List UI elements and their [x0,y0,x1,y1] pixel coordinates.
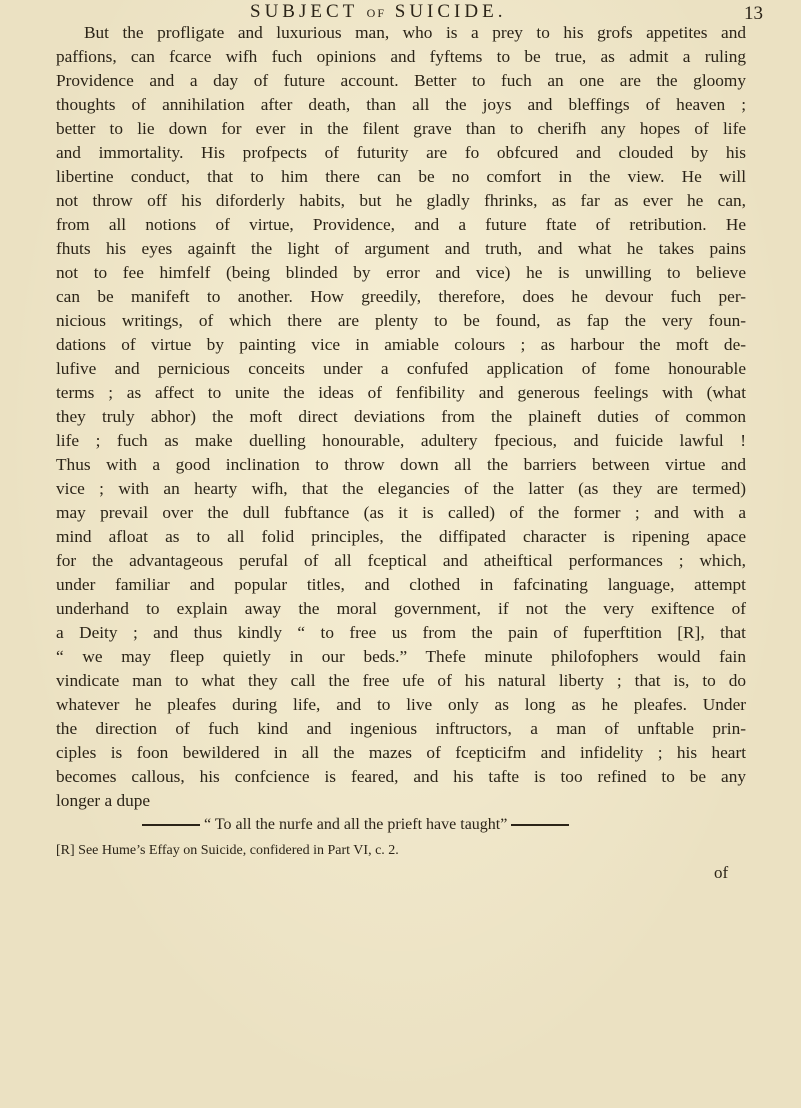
text-line: But the profligate and luxurious man, who is a prey to his grofs appetites and [84,23,746,42]
text-line: they truly abhor) the moft direct deviations from the plaineft duties of common [56,407,746,426]
catchword: of [714,863,729,882]
text-line: mind afloat as to all folid principles, the diffipated character is ripening apace [56,527,746,546]
footnote: [R] See Hume’s Effay on Suicide, confidered in Part VI, c. 2. [56,843,399,858]
text-line: Providence and a day of future account. Better to fuch an one are the gloomy [56,71,746,90]
text-line: the direction of fuch kind and ingenious inftructors, a man of unftable prin- [56,719,746,738]
text-line: thoughts of annihilation after death, than all the joys and bleffings of heaven ; [56,95,746,114]
text-line: dations of virtue by painting vice in amiable colours ; as harbour the moft de- [56,335,746,354]
text-line: life ; fuch as make duelling honourable, adultery fpecious, and fuicide lawful ! [56,431,746,450]
text-line: better to lie down for ever in the filent grave than to cherifh any hopes of life [56,119,746,138]
text-line: may prevail over the dull fubftance (as it is called) of the former ; and with a [56,503,746,522]
rule-dash [511,824,569,826]
quotation-text: “ To all the nurfe and all the prieft have taught” [204,816,508,833]
text-line: ciples is foon bewildered in all the mazes of fcepticifm and infidelity ; his heart [56,743,746,762]
rule-dash [142,824,200,826]
text-line: nicious writings, of which there are plenty to be found, as fap the very foun- [56,311,746,330]
text-line: Thus with a good inclination to throw down all the barriers between virtue and [56,455,746,474]
running-head-of: OF [366,6,386,20]
running-head-suicide: SUICIDE. [394,1,507,22]
text-line: libertine conduct, that to him there can be no comfort in the view. He will [56,167,746,186]
text-line: paffions, can fcarce wifh fuch opinions and fyftems to be true, as admit a ruling [56,47,746,66]
text-line: becomes callous, his confcience is feared, and his tafte is too refined to be any [56,767,746,786]
text-line: a Deity ; and thus kindly “ to free us from the pain of fuperftition [R], that [56,623,746,642]
text-line: fhuts his eyes againft the light of argument and truth, and what he takes pains [56,239,746,258]
text-line: longer a dupe [56,791,151,810]
text-line: under familiar and popular titles, and clothed in fafcinating language, attempt [56,575,746,594]
quotation-line [138,813,573,837]
text-line: lufive and pernicious conceits under a confufed application of fome honourable [56,359,746,378]
page-number: 13 [744,3,763,24]
text-line: “ we may fleep quietly in our beds.” Thefe minute philofophers would fain [56,647,746,666]
text-line: for the advantageous perufal of all fceptical and atheiftical performances ; which, [56,551,746,570]
text-line: can be manifeft to another. How greedily, therefore, does he devour fuch per- [56,287,746,306]
text-line: vice ; with an hearty wifh, that the elegancies of the latter (as they are termed) [56,479,746,498]
text-line: whatever he pleafes during life, and to live only as long as he pleafes. Under [56,695,746,714]
text-line: vindicate man to what they call the free ufe of his natural liberty ; that is, to do [56,671,746,690]
text-line: underhand to explain away the moral government, if not the very exiftence of [56,599,746,618]
text-line: not to fee himfelf (being blinded by error and vice) he is unwilling to believe [56,263,746,282]
text-line: terms ; as affect to unite the ideas of fenfibility and generous feelings with (what [56,383,746,402]
text-line: not throw off his diforderly habits, but he gladly fhrinks, as far as ever he can, [56,191,746,210]
running-head-subject: SUBJECT [250,1,358,22]
text-line: from all notions of virtue, Providence, and a future ftate of retribution. He [56,215,746,234]
text-line: and immortality. His profpects of futurity are fo obfcured and clouded by his [56,143,746,162]
